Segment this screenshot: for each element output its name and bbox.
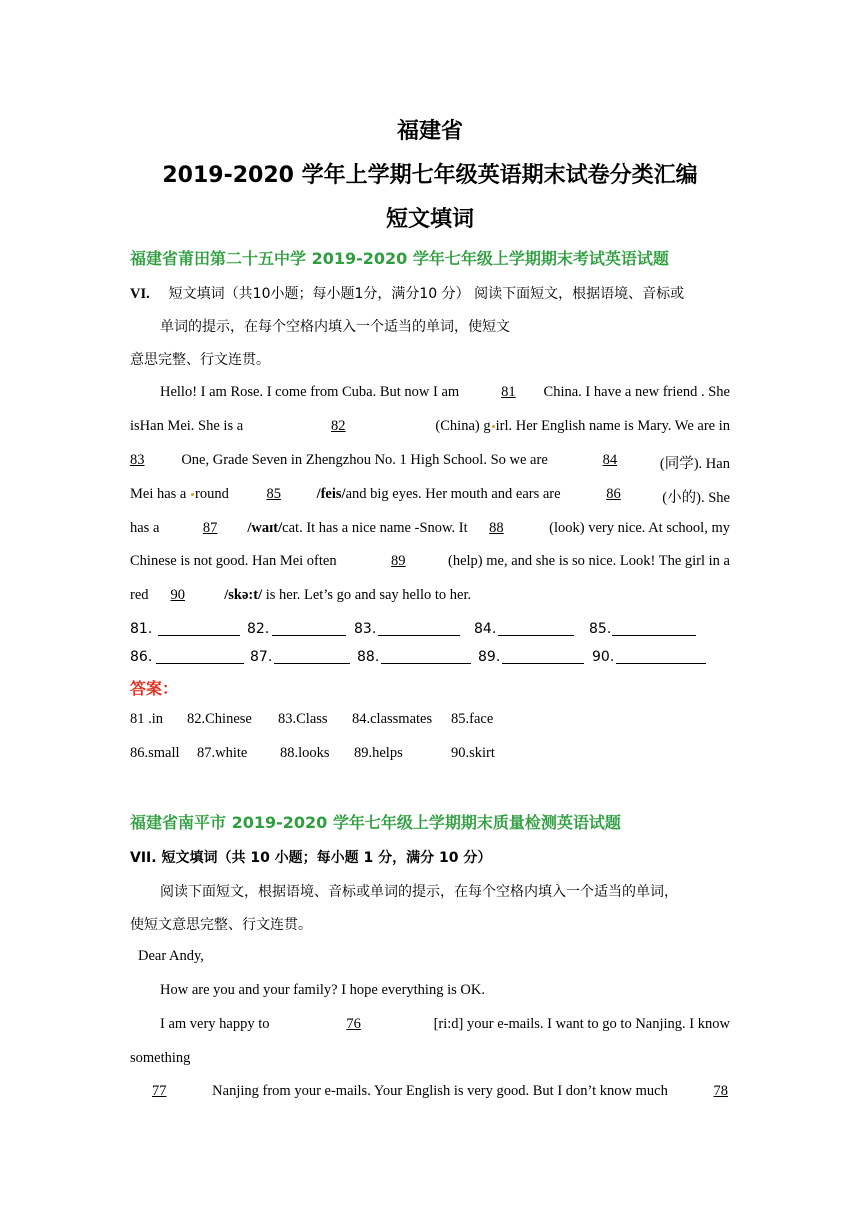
dot-mark: [191, 493, 194, 496]
passage-text: Hello! I am Rose. I come from Cuba. But now I am: [160, 384, 460, 400]
blank-line: [274, 649, 350, 664]
passage-text: (help) me, and she is so nice. Look! The girl in a: [447, 553, 730, 569]
doc-title-topic: 短文填词: [385, 207, 474, 232]
answer-item: 88.looks: [280, 745, 330, 761]
letter-line2: [160, 1016, 730, 1033]
letter-line3: something: [130, 1050, 191, 1066]
passage1-line3: [130, 452, 730, 473]
passage-text: (小的). She: [662, 490, 730, 506]
passage-text: One, Grade Seven in Zhengzhou No. 1 High School. So we are: [181, 452, 548, 468]
blank-number: 86.: [130, 649, 153, 665]
blank-line: [498, 621, 574, 636]
blank-89: 89: [391, 553, 406, 569]
phonetic-90: /skə:t/: [224, 587, 263, 603]
blank-83: 83: [130, 452, 145, 468]
passage1-line2: [130, 418, 730, 435]
section2-instruction-line3: 使短文意思完整、行文连贯。: [130, 917, 312, 933]
blank-87-group: 87 /waɪt/cat. It has a nice name -Snow. It: [181, 520, 468, 537]
blank-number: 82.: [247, 621, 270, 637]
blank-line: [381, 649, 471, 664]
passage1-line5: [130, 520, 730, 537]
answer-item: 82.Chinese: [187, 711, 252, 727]
answer-item: 87.white: [197, 745, 248, 761]
passage-text: isHan Mei. She is a: [130, 418, 244, 434]
passage1-line4: [130, 486, 730, 507]
letter-line4: [138, 1083, 730, 1100]
passage1-line6: [130, 553, 730, 570]
section2-instr-rest: （共 10 小题；每小题 1 分，满分 10 分）: [217, 850, 492, 866]
section2-instruction-line1: [130, 847, 491, 867]
blank-line: [378, 621, 460, 636]
blank-78: 78: [713, 1083, 728, 1099]
blank-number: 81.: [130, 621, 153, 637]
blank-number: 84.: [474, 621, 497, 637]
passage1-line7: [130, 587, 471, 604]
phonetic-85: /feis/and big eyes. Her mouth and ears are: [316, 486, 561, 502]
blank-number: 89.: [478, 649, 501, 665]
answer-label: 答案：: [130, 679, 179, 698]
blank-76: 76: [346, 1016, 361, 1032]
passage-text: red: [130, 587, 149, 603]
blank-77: 77: [152, 1083, 167, 1099]
section1-instr-number: VI.: [130, 286, 150, 302]
passage-text: China. I have a new friend . She: [543, 384, 730, 400]
passage-text: Mei has a round: [130, 486, 229, 502]
answer-item: 85.face: [451, 711, 494, 727]
doc-title-province: 福建省: [396, 119, 463, 144]
section1-instruction-line1: [130, 283, 684, 303]
passage-text: I am very happy to: [160, 1016, 270, 1032]
blank-line: [616, 649, 706, 664]
blank-number: 90.: [592, 649, 615, 665]
blank-number: 87.: [250, 649, 273, 665]
blank-85: 85: [266, 486, 281, 502]
section2-instr-head: VII. 短文填词: [130, 850, 218, 866]
blank-number: 88.: [357, 649, 380, 665]
blank-84: 84: [602, 452, 618, 468]
blank-line: [502, 649, 584, 664]
answer-item: 89.helps: [354, 745, 403, 761]
phonetic-87: /waɪt/: [247, 520, 283, 536]
blank-line: [272, 621, 346, 636]
passage-text: has a: [130, 520, 160, 536]
dot-mark: [492, 425, 495, 428]
section1-instruction-line2: 单词的提示，在每个空格内填入一个适当的单词，使短文: [160, 319, 510, 335]
answer-item: 83.Class: [278, 711, 328, 727]
answer-item: 84.classmates: [352, 711, 433, 727]
answer-item: 81 .in: [130, 711, 164, 727]
answer-item: 90.skirt: [451, 745, 495, 761]
passage-text: (同学). Han: [659, 456, 730, 472]
section2-heading: 福建省南平市 2019-2020 学年七年级上学期期末质量检测英语试题: [130, 813, 621, 832]
doc-title-main: 2019-2020 学年上学期七年级英语期末试卷分类汇编: [162, 163, 698, 188]
blank-86: 86: [606, 486, 621, 502]
passage-text: [ri:d] your e-mails. I want to go to Nanjing. I know: [433, 1016, 730, 1032]
blank-number: 83.: [354, 621, 377, 637]
section1-instr-text: 短文填词（共10小题；每小题1分，满分10 分） 阅读下面短文，根据语境、音标或: [168, 286, 685, 302]
passage-text: (China) g irl. Her English name is Mary. We are in: [435, 418, 730, 434]
section2-instruction-line2: 阅读下面短文，根据语境、音标或单词的提示，在每个空格内填入一个适当的单词，: [160, 884, 678, 900]
passage1-line1: [160, 384, 730, 401]
blank-82: 82: [331, 418, 346, 434]
answer-item: 86.small: [130, 745, 180, 761]
blank-81: 81: [501, 384, 516, 400]
blank-line: [156, 649, 244, 664]
blank-line: [158, 621, 240, 636]
blank-90: 90: [170, 587, 186, 603]
letter-greeting: Dear Andy,: [138, 948, 204, 964]
blank-88: 88: [489, 520, 504, 536]
passage-text: (look) very nice. At school, my: [549, 520, 730, 536]
section1-instruction-line3: 意思完整、行文连贯。: [130, 352, 270, 368]
passage-text: Nanjing from your e-mails. Your English is very good. But I don’t know much: [212, 1083, 668, 1099]
section1-heading: 福建省莆田第二十五中学 2019-2020 学年七年级上学期期末考试英语试题: [130, 249, 669, 268]
blank-number: 85.: [589, 621, 612, 637]
letter-line1: How are you and your family? I hope everything is OK.: [160, 982, 485, 998]
blank-87: 87: [202, 520, 218, 536]
passage-text: Chinese is not good. Han Mei often: [130, 553, 337, 569]
passage-text: is her. Let’s go and say hello to her.: [265, 587, 472, 603]
blank-line: [612, 621, 696, 636]
